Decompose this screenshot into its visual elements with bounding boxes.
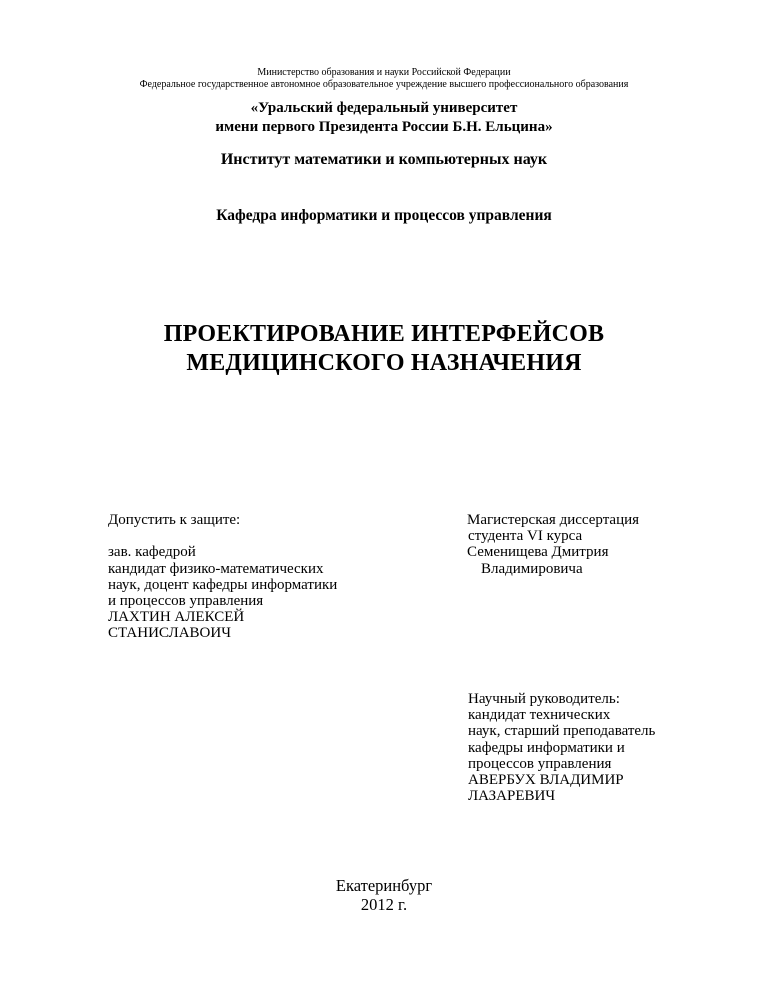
- university-name-line2: имени первого Президента России Б.Н. Ельцина»: [215, 119, 553, 135]
- year: 2012 г.: [360, 895, 408, 914]
- supervisor-block: [468, 691, 655, 804]
- supervisor-name: ЛАЗАРЕВИЧ: [468, 788, 556, 805]
- student-patronymic: Владимировича: [481, 560, 583, 577]
- head-of-department-line: зав. кафедрой: [108, 544, 196, 561]
- federal-institution-line: Федеральное государственное автономное образовательное учреждение высшего профессионального образования: [139, 79, 629, 90]
- thesis-type: Магистерская диссертация: [467, 512, 640, 528]
- ministry-line: Министерство образования и науки Российской Федерации: [257, 67, 511, 78]
- department-name: Кафедра информатики и процессов управления: [216, 207, 552, 224]
- admission-label: Допустить к защите:: [108, 512, 241, 528]
- head-of-department-name: СТАНИСЛАВОИЧ: [108, 625, 231, 642]
- head-of-department-line: и процессов управления: [108, 593, 264, 609]
- supervisor-label: Научный руководитель:: [468, 691, 620, 707]
- head-of-department-line: кандидат физико-математических: [108, 560, 324, 577]
- admission-block: [108, 512, 337, 642]
- student-name: Семенищева Дмитрия: [467, 544, 609, 561]
- supervisor-line: кандидат технических: [468, 707, 611, 724]
- city: Екатеринбург: [335, 876, 433, 895]
- supervisor-line: наук, старший преподаватель: [468, 723, 656, 740]
- thesis-title-line1: ПРОЕКТИРОВАНИЕ ИНТЕРФЕЙСОВ: [163, 321, 605, 347]
- thesis-title-line2: МЕДИЦИНСКОГО НАЗНАЧЕНИЯ: [186, 350, 582, 376]
- university-name-line1: «Уральский федеральный университет: [250, 100, 518, 116]
- supervisor-line: процессов управления: [468, 755, 612, 772]
- head-of-department-name: ЛАХТИН АЛЕКСЕЙ: [108, 609, 245, 626]
- institute-name: Институт математики и компьютерных наук: [220, 151, 548, 168]
- supervisor-name: АВЕРБУХ ВЛАДИМИР: [468, 772, 624, 789]
- supervisor-line: кафедры информатики и: [468, 739, 625, 756]
- student-course: студента VI курса: [468, 528, 583, 545]
- thesis-author-block: [467, 512, 639, 577]
- head-of-department-line: наук, доцент кафедры информатики: [108, 576, 338, 593]
